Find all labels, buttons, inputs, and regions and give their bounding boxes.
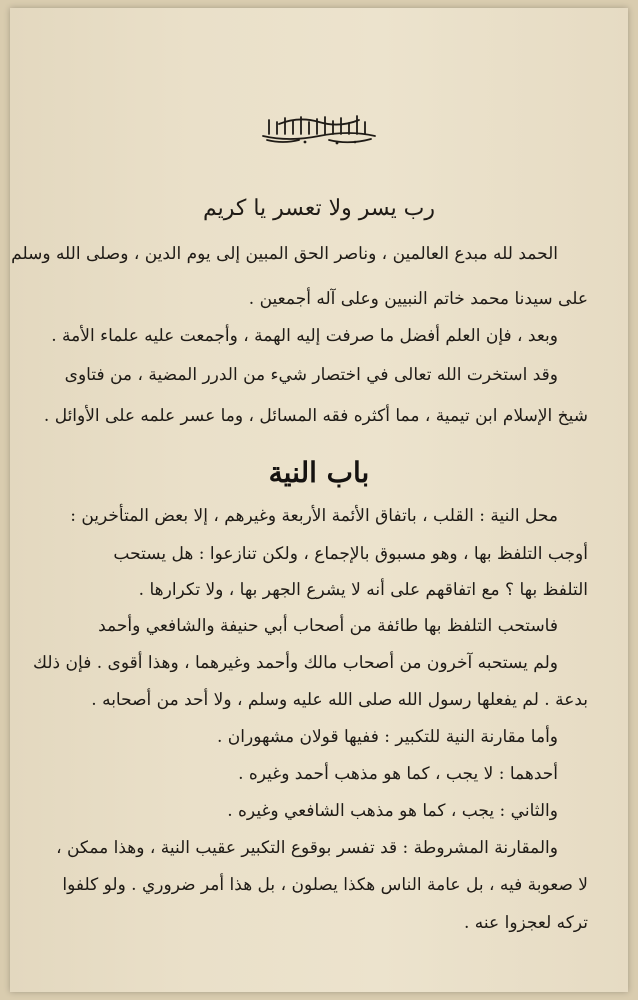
body-line: أوجب التلفظ بها ، وهو مسبوق بالإجماع ، ولكن تنازعوا : هل يستحب (113, 544, 588, 564)
body-line: محل النية : القلب ، باتفاق الأئمة الأربعة وغيرهم ، إلا بعض المتأخرين : (70, 506, 558, 526)
body-line: ولم يستحبه آخرون من أصحاب مالك وأحمد وغيرهما ، وهذا أقوى . فإن ذلك (33, 653, 558, 673)
intro-line: وقد استخرت الله تعالى في اختصار شيء من الدرر المضية ، من فتاوى (64, 365, 558, 385)
intro-line: على سيدنا محمد خاتم النبيين وعلى آله أجمعين . (248, 289, 588, 309)
body-line: لا صعوبة فيه ، بل عامة الناس هكذا يصلون ، بل هذا أمر ضروري . ولو كلفوا (62, 875, 588, 895)
body-line: تركه لعجزوا عنه . (464, 913, 588, 933)
intro-line: الحمد لله مبدع العالمين ، وناصر الحق المبين إلى يوم الدين ، وصلى الله وسلم (11, 244, 558, 264)
body-line: والمقارنة المشروطة : قد تفسر بوقوع التكبير عقيب النية ، وهذا ممكن ، (56, 838, 558, 858)
book-page (10, 8, 628, 992)
chapter-title: باب النية (268, 456, 370, 489)
body-line: التلفظ بها ؟ مع اتفاقهم على أنه لا يشرع الجهر بها ، ولا تكرارها . (138, 580, 588, 600)
basmala-calligraphy-icon (259, 112, 379, 146)
body-line: وأما مقارنة النية للتكبير : ففيها قولان مشهوران . (216, 727, 558, 747)
intro-line: وبعد ، فإن العلم أفضل ما صرفت إليه الهمة ، وأجمعت عليه علماء الأمة . (51, 326, 558, 346)
body-line: بدعة . لم يفعلها رسول الله صلى الله عليه وسلم ، ولا أحد من أصحابه . (91, 690, 588, 710)
body-line: فاستحب التلفظ بها طائفة من أصحاب أبي حنيفة والشافعي وأحمد (98, 616, 558, 636)
body-line: أحدهما : لا يجب ، كما هو مذهب أحمد وغيره . (238, 764, 558, 784)
basmala-calligraphy (10, 112, 628, 150)
subtitle-prayer: رب يسر ولا تعسر يا كريم (202, 196, 436, 221)
body-line: والثاني : يجب ، كما هو مذهب الشافعي وغيره . (227, 801, 558, 821)
intro-line: شيخ الإسلام ابن تيمية ، مما أكثره فقه المسائل ، وما عسر علمه على الأوائل . (43, 406, 588, 426)
